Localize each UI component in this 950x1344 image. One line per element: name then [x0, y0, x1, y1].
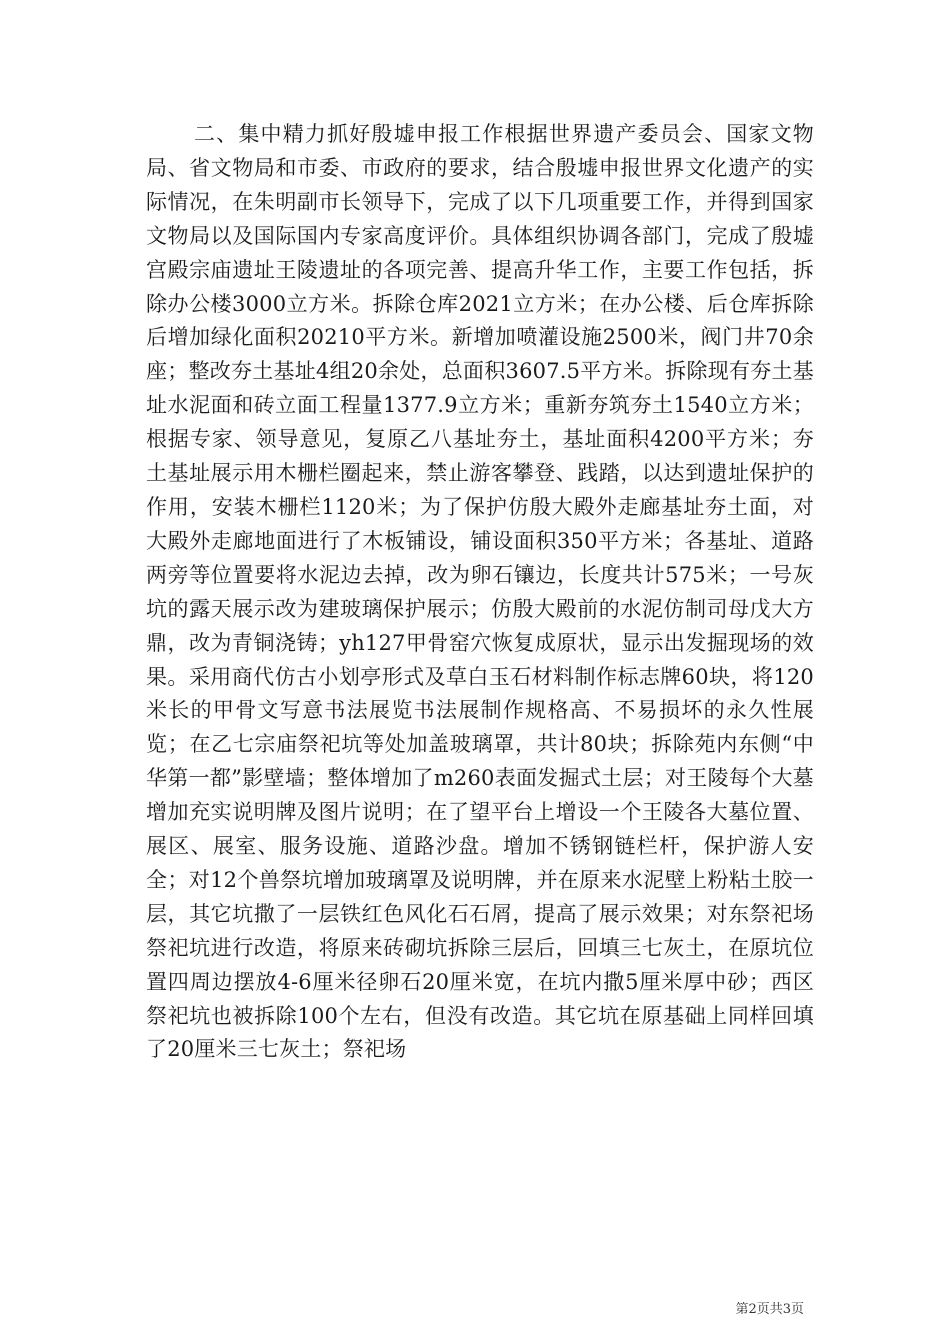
body-paragraph: 二、集中精力抓好殷墟申报工作根据世界遗产委员会、国家文物局、省文物局和市委、市政府的要求，结合殷墟申报世界文化遗产的实际情况，在朱明副市长领导下，完成了以下几项重要工作，并得到国家文物局以及国际国内专家高度评价。具体组织协调各部门，完成了殷墟宫殿宗庙遗址王陵遗址的各项完善、提高升华工作，主要工作包括，拆除办公楼3000立方米。拆除仓库2021立方米；在办公楼、后仓库拆除后增加绿化面积20210平方米。新增加喷灌设施2500米，阀门井70余座；整改夯土基址4组20余处，总面积3607.5平方米。拆除现有夯土基址水泥面和砖立面工程量1377.9立方米；重新夯筑夯土1540立方米；根据专家、领导意见，复原乙八基址夯土，基址面积4200平方米；夯土基址展示用木栅栏圈起来，禁止游客攀登、践踏，以达到遗址保护的作用，安装木栅栏1120米；为了保护仿殷大殿外走廊基址夯土面，对大殿外走廊地面进行了木板铺设，铺设面积350平方米；各基址、道路两旁等位置要将水泥边去掉，改为卵石镶边，长度共计575米；一号灰坑的露天展示改为建玻璃保护展示；仿殷大殿前的水泥仿制司母戊大方鼎，改为青铜浇铸；yh127甲骨窑穴恢复成原状，显示出发掘现场的效果。采用商代仿古小划亭形式及草白玉石材料制作标志牌60块，将120米长的甲骨文写意书法展览书法展制作规格高、不易损坏的永久性展览；在乙七宗庙祭祀坑等处加盖玻璃罩，共计80块；拆除苑内东侧“中华第一都”影壁墙；整体增加了m260表面发掘式土层；对王陵每个大墓增加充实说明牌及图片说明；在了望平台上增设一个王陵各大墓位置、展区、展室、服务设施、道路沙盘。增加不锈钢链栏杆，保护游人安全；对12个兽祭坑增加玻璃罩及说明牌，并在原来水泥壁上粉粘土胶一层，其它坑撒了一层铁红色风化石石屑，提高了展示效果；对东祭祀场祭祀坑进行改造，将原来砖砌坑拆除三层后，回填三七灰土，在原坑位置四周边摆放4-6厘米径卵石20厘米宽，在坑内撒5厘米厚中砂；西区祭祀坑也被拆除100个左右，但没有改造。其它坑在原基础上同样回填了20厘米三七灰土；祭祀场: [146, 122, 814, 1062]
page-number-footer: 第2页共3页: [735, 1302, 804, 1317]
